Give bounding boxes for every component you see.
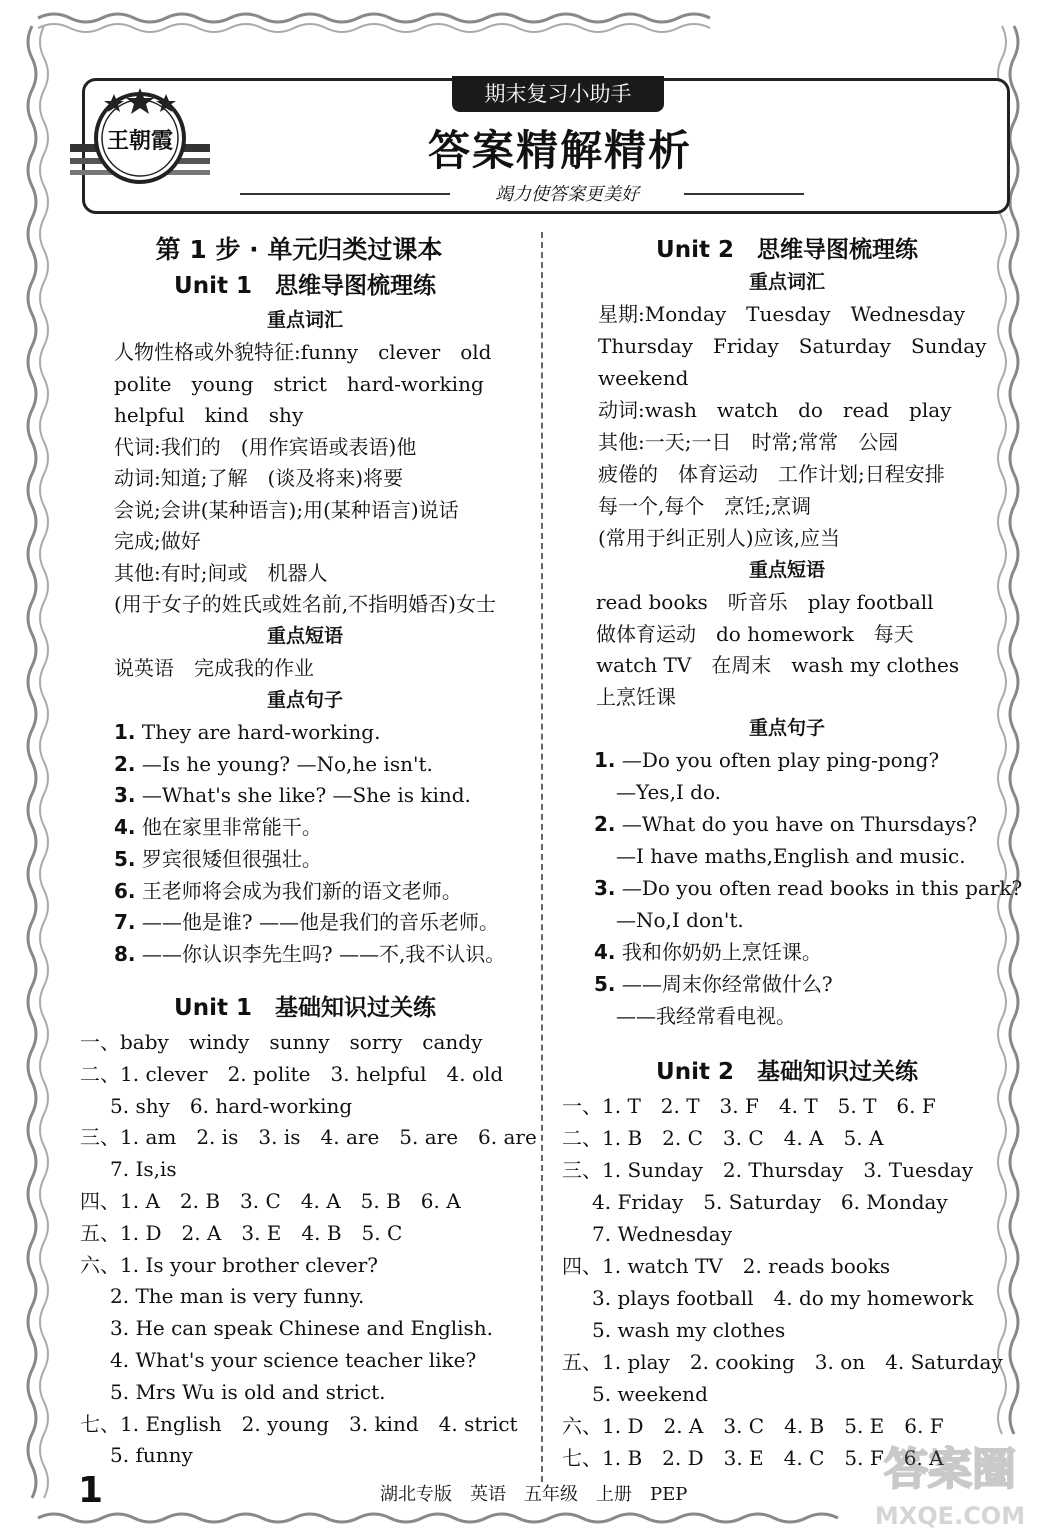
text-line: read books 听音乐 play football [596,590,934,614]
item-text: 罗宾很矮但很强壮。 [135,846,322,871]
answer-line: 七、1. B 2. D 3. E 4. C 5. F 6. A [562,1446,944,1470]
item-number: 7. [114,910,136,935]
watermark-url: MXQE.COM [874,1502,1026,1530]
item-text: —Yes,I do. [616,780,722,804]
text-line: (常用于纠正别人)应该,应当 [598,526,840,550]
item-text: —No,I don't. [616,908,744,932]
answer-line: 二、1. clever 2. polite 3. helpful 4. old [80,1061,504,1086]
text-line: 疲倦的 体育运动 工作计划;日程安排 [598,462,945,486]
item-number: 5. [594,972,616,996]
item-number: 1. [594,748,616,772]
answer-line: 4. What's your science teacher like? [110,1348,477,1372]
item-number: 1. [114,720,136,744]
answer-line: 4. Friday 5. Saturday 6. Monday [592,1190,948,1214]
item-number: 3. [114,783,136,808]
column-divider [541,232,543,1482]
item-number: 4. [594,940,616,964]
phrase-title: 重点短语 [748,559,825,581]
text-line: 说英语 完成我的作业 [114,656,314,680]
text-line: 代词:我们的 (用作宾语或表语)他 [114,434,417,459]
brand-logo [70,82,210,202]
answer-line: 六、1. D 2. A 3. C 4. B 5. E 6. F [562,1414,944,1438]
item-text: ——我经常看电视。 [616,1004,796,1028]
sentence-item [114,813,322,841]
step-title: 第 1 步 · 单元归类过课本 [155,235,443,264]
footer-info: 湖北专版 英语 五年级 上册 PEP [380,1484,688,1505]
answer-line: 7. Wednesday [592,1222,733,1246]
vocab-title: 重点词汇 [748,271,825,293]
page-number: 1 [78,1470,104,1511]
item-text: —Do you often play ping-pong? [615,748,940,772]
text-line: (用于女子的姓氏或姓名前,不指明婚否)女士 [114,592,496,616]
text-line: 会说;会讲(某种语言);用(某种语言)说话 [114,497,459,522]
header-tag: 期末复习小助手 [452,76,664,112]
answer-line: 一、1. T 2. T 3. F 4. T 5. T 6. F [562,1094,936,1118]
sentence-item [114,908,499,936]
sentence-title: 重点句子 [266,689,343,711]
answer-line: 5. weekend [592,1382,708,1406]
answer-line: 一、baby windy sunny sorry candy [80,1030,483,1054]
answer-line: 五、1. play 2. cooking 3. on 4. Saturday [562,1350,1003,1374]
item-text: ——你认识李先生吗? ——不,我不认识。 [135,941,506,966]
vocab-title: 重点词汇 [266,309,343,331]
logo-text: 王朝霞 [106,128,174,154]
item-text: They are hard-working. [135,720,381,744]
sentence-item [616,842,966,870]
item-text: ——他是谁? ——他是我们的音乐老师。 [135,910,499,935]
item-text: ——周末你经常做什么? [615,972,833,996]
sentence-item [616,906,744,934]
item-text: —What do you have on Thursdays? [615,812,977,836]
item-text: —Do you often read books in this park? [615,876,1023,900]
unit1-mind-title: Unit 1 思维导图梳理练 [174,273,436,299]
item-number: 4. [114,815,136,840]
text-line: 动词:wash watch do read play [598,398,952,422]
unit1-basic-title: Unit 1 基础知识过关练 [174,995,436,1021]
item-text: 他在家里非常能干。 [135,815,322,840]
answer-line: 5. funny [110,1443,193,1468]
text-line: 人物性格或外貌特征:funny clever old [114,340,492,364]
answer-line: 2. The man is very funny. [110,1284,365,1309]
answer-line: 四、1. watch TV 2. reads books [562,1254,891,1278]
sentence-item [114,750,433,778]
slogan-rule-left [240,193,450,195]
item-number: 3. [594,876,616,900]
text-line: weekend [598,366,689,390]
item-number: 8. [114,941,136,966]
phrase-title: 重点短语 [266,625,343,647]
sentence-item [114,877,462,905]
answer-line: 六、1. Is your brother clever? [80,1252,379,1277]
answer-line: 5. shy 6. hard-working [110,1093,353,1118]
text-line: 完成;做好 [114,529,201,553]
answer-line: 四、1. A 2. B 3. C 4. A 5. B 6. A [80,1189,461,1213]
text-line: watch TV 在周末 wash my clothes [596,653,960,677]
item-text: —I have maths,English and music. [616,844,966,868]
sentence-item [594,938,822,966]
answer-line: 二、1. B 2. C 3. C 4. A 5. A [562,1126,884,1150]
answer-line: 3. He can speak Chinese and English. [110,1316,494,1341]
sentence-item [114,845,322,873]
sentence-item [114,718,380,746]
slogan: 竭力使答案更美好 [452,180,682,206]
answer-line: 3. plays football 4. do my homework [592,1286,974,1310]
answer-line: 三、1. Sunday 2. Thursday 3. Tuesday [562,1158,974,1182]
answer-line: 五、1. D 2. A 3. E 4. B 5. C [80,1220,403,1245]
text-line: 动词:知道;了解 (谈及将来)将要 [114,466,404,490]
text-line: 其他:有时;间或 机器人 [114,560,328,585]
sentence-item [594,970,833,998]
sentence-item [114,781,471,809]
text-line: Thursday Friday Saturday Sunday [598,334,987,358]
text-line: 做体育运动 do homework 每天 [596,621,914,646]
sentence-title: 重点句子 [748,717,825,739]
sentence-item [114,940,505,968]
unit2-mind-title: Unit 2 思维导图梳理练 [656,237,918,263]
item-text: —Is he young? —No,he isn't. [135,751,433,776]
item-text: 我和你奶奶上烹饪课。 [615,940,822,964]
watermark-text: 答案圈 [884,1444,1016,1495]
page-title: 答案精解精析 [427,126,692,175]
answer-line: 7. Is,is [110,1157,177,1182]
unit2-basic-title: Unit 2 基础知识过关练 [656,1059,918,1085]
text-line: 上烹饪课 [596,684,676,709]
sentence-item [616,778,721,806]
slogan-rule-right [684,193,804,195]
answer-line: 5. Mrs Wu is old and strict. [110,1379,386,1404]
answer-line: 5. wash my clothes [592,1318,786,1342]
answer-line: 七、1. English 2. young 3. kind 4. strict [80,1411,518,1436]
item-number: 5. [114,846,136,871]
text-line: 其他:一天;一日 时常;常常 公园 [598,430,899,454]
item-number: 6. [114,878,136,903]
sentence-item [616,1002,796,1030]
item-number: 2. [114,751,136,776]
text-line: 星期:Monday Tuesday Wednesday [598,302,966,326]
text-line: helpful kind shy [114,403,304,427]
answer-line: 三、1. am 2. is 3. is 4. are 5. are 6. are [80,1125,537,1150]
sentence-item [594,874,1022,902]
sentence-item [594,746,939,774]
text-line: polite young strict hard-working [114,371,484,396]
item-text: 王老师将会成为我们新的语文老师。 [135,878,462,903]
text-line: 每一个,每个 烹饪;烹调 [598,494,812,518]
sentence-item [594,810,977,838]
item-number: 2. [594,812,616,836]
watermark [862,1428,1038,1532]
item-text: —What's she like? —She is kind. [135,783,471,808]
